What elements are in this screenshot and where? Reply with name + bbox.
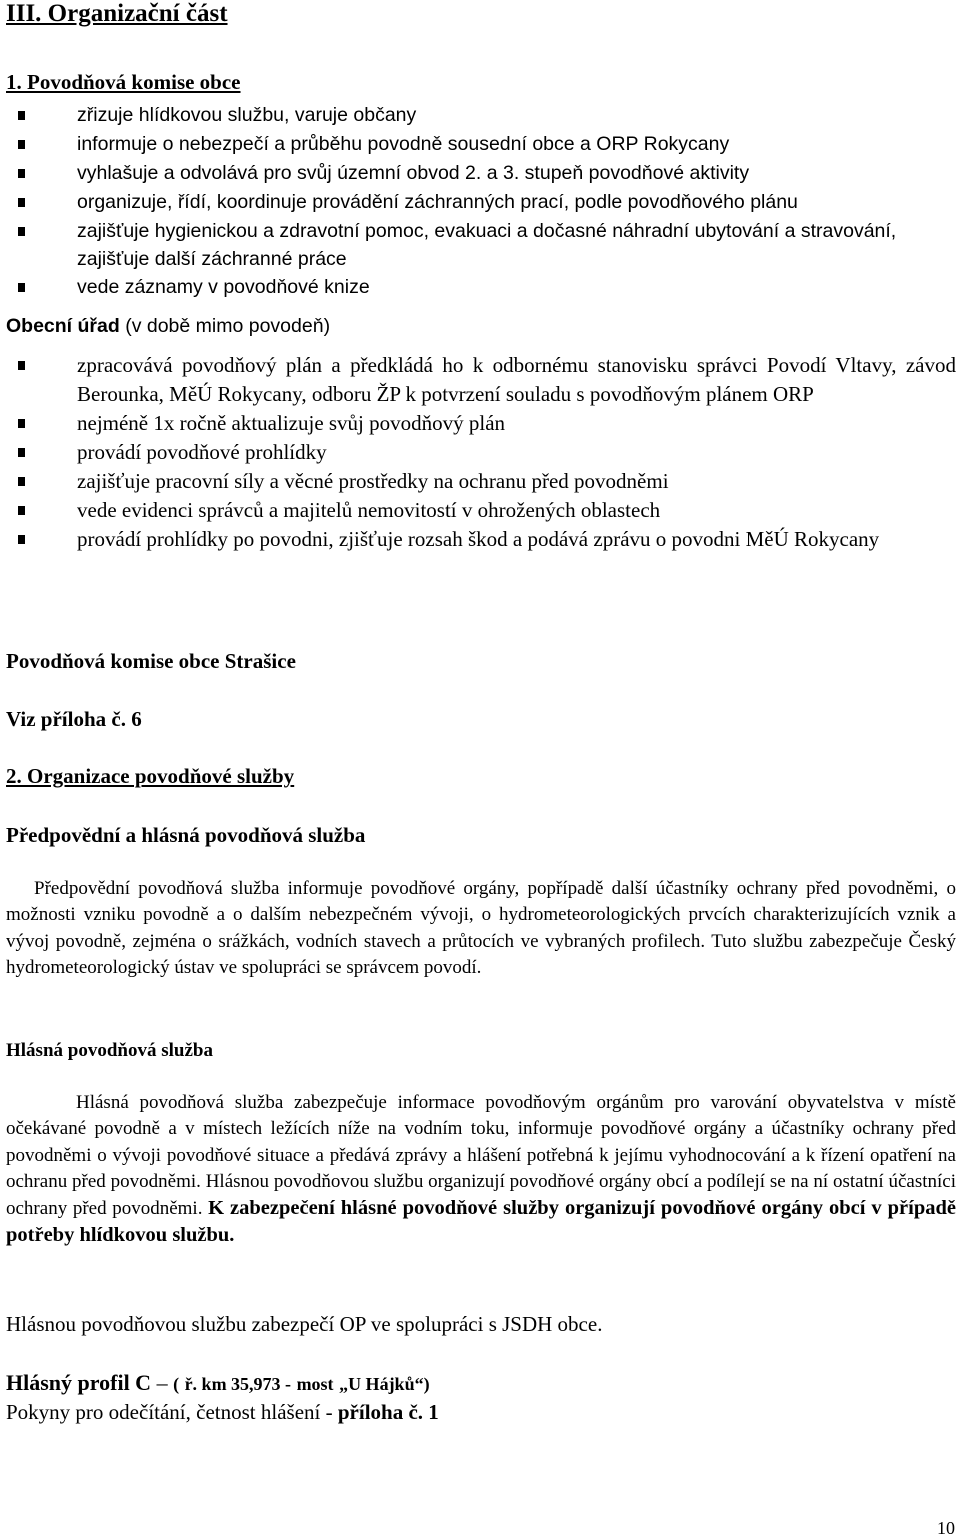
section2-title: 2. Organizace povodňové služby — [6, 764, 295, 788]
square-bullet-icon — [18, 227, 25, 236]
square-bullet-icon — [18, 198, 25, 207]
square-bullet-icon — [18, 535, 25, 544]
list-item: informuje o nebezpečí a průběhu povodně sousední obce a ORP Rokycany — [6, 130, 956, 159]
list-item: provádí povodňové prohlídky — [6, 438, 956, 467]
square-bullet-icon — [18, 111, 25, 120]
square-bullet-icon — [18, 140, 25, 149]
office-duties-list — [6, 351, 956, 554]
square-bullet-icon — [18, 419, 25, 428]
warning-service-paragraph: Hlásná povodňová služba zabezpečuje informace povodňovým orgánům pro varování obyvatelstva v místě očekávané povodně a v místech ležících níže na vodním toku, informuje povodňové orgány a účastníky ochrany před povodněmi o vývoji povodňové situace a předává zprávy a hlášení potřebná k jejímu vyhodnocování a k řízení opatření na ochranu před povodněmi. Hlásnou povodňovou službu organizují povodňové orgány obcí a podílejí se na ní ostatní účastníci ochrany před povodněmi. K zabezpečení hlásné povodňové služby organizují povodňové orgány obcí v případě potřeby hlídkovou službu. — [6, 1092, 957, 1247]
square-bullet-icon — [18, 283, 25, 292]
list-item: nejméně 1x ročně aktualizuje svůj povodňový plán — [6, 409, 956, 438]
commission-duties-list — [6, 101, 956, 302]
list-item: provádí prohlídky po povodni, zjišťuje rozsah škod a podává zprávu o povodni MěÚ Rokycany — [6, 525, 956, 554]
warning-profile-line: Hlásný profil C – ( ř. km 35,973 - most „U Hájků“) — [6, 1370, 430, 1395]
square-bullet-icon — [18, 448, 25, 457]
list-item: vede evidenci správců a majitelů nemovitostí v ohrožených oblastech — [6, 496, 956, 525]
instructions-line: Pokyny pro odečítání, četnost hlášení - příloha č. 1 — [6, 1400, 439, 1424]
list-item: zajišťuje hygienickou a zdravotní pomoc, evakuaci a dočasné náhradní ubytování a stravování, zajišťuje další záchranné práce — [6, 217, 956, 273]
warning-service-heading: Hlásná povodňová služba — [6, 1040, 213, 1061]
service-provision-text: Hlásnou povodňovou službu zabezpečí OP ve spolupráci s JSDH obce. — [6, 1312, 603, 1336]
list-item: vyhlašuje a odvolává pro svůj územní obvod 2. a 3. stupeň povodňové aktivity — [6, 159, 956, 188]
section1-title: 1. Povodňová komise obce — [6, 70, 241, 94]
see-appendix-6: Viz příloha č. 6 — [6, 707, 142, 731]
list-item: zpracovává povodňový plán a předkládá ho k odbornému stanovisku správci Povodí Vltavy, závod Berounka, MěÚ Rokycany, odboru ŽP k potvrzení souladu s povodňovým plánem ORP — [6, 351, 956, 409]
forecast-service-paragraph: Předpovědní povodňová služba informuje povodňové orgány, popřípadě další účastníky ochrany před povodněmi, o možnosti vzniku povodně a o dalším nebezpečném vývoji, o hydrometeorologických prvcích charakterizujících vznik a vývoj povodně, zejména o srážkách, vodních stavech a průtocích ve vybraných profilech. Tuto službu zabezpečuje Český hydrometeorologický ústav ve spolupráci se správcem povodí. — [6, 878, 956, 978]
square-bullet-icon — [18, 169, 25, 178]
page-number: 10 — [937, 1518, 955, 1538]
list-item: zajišťuje pracovní síly a věcné prostředky na ochranu před povodněmi — [6, 467, 956, 496]
municipal-office-heading: Obecní úřad (v době mimo povodeň) — [6, 315, 331, 337]
square-bullet-icon — [18, 361, 25, 370]
list-item: organizuje, řídí, koordinuje provádění záchranných prací, podle povodňového plánu — [6, 188, 956, 217]
square-bullet-icon — [18, 477, 25, 486]
list-item: vede záznamy v povodňové knize — [6, 273, 956, 302]
list-item: zřizuje hlídkovou službu, varuje občany — [6, 101, 956, 130]
forecast-warning-service-heading: Předpovědní a hlásná povodňová služba — [6, 823, 366, 847]
square-bullet-icon — [18, 506, 25, 515]
commission-strasice-heading: Povodňová komise obce Strašice — [6, 649, 296, 673]
page-heading: III. Organizační část — [6, 0, 228, 27]
